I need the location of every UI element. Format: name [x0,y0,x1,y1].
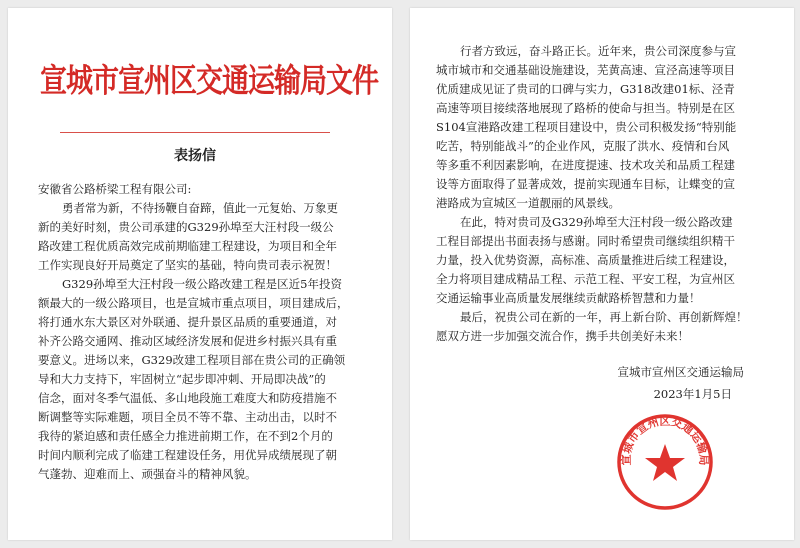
paragraph-line: 工程目部提出书面表扬与感谢。同时希望贵司继续组织精干 [436,234,735,248]
paragraph-line: 全力将项目建成精品工程、示范工程、平安工程，为宣州区 [436,272,735,286]
paragraph-line: 优质建成见证了贵司的口碑与实力，G318改建01标、泾青 [436,82,735,96]
paragraph-line: 我待的紧迫感和责任感全力推进前期工作，在不到2个月的 [38,429,333,443]
paragraph-line: 力量，投入优势资源，高标准、高质量推进后续工程建设， [436,253,735,267]
paragraph-line: S104宣港路改建工程项目建设中，贵公司积极发扬“特别能 [436,120,737,134]
paragraph-line: 时间内顺利完成了临建工程建设任务，用优异成绩展现了朝 [38,448,337,462]
paragraph-line: 新的美好时刻，贵公司承建的G329孙埠至大汪村段一级公 [38,220,334,234]
paragraph-line: 在此，特对贵司及G329孙埠至大汪村段一级公路改建 [460,215,733,229]
paragraph-line: 气蓬勃、迎难而上、顽强奋斗的精神风貌。 [38,467,257,481]
paragraph-line: 信念，面对冬季气温低、多山地段施工难度大和防疫措施不 [38,391,337,405]
paragraph-line: G329孙埠至大汪村段一级公路改建工程是区近5年投资 [62,277,342,291]
paragraph-line: 设等方面取得了显著成效，提前实现通车目标，让蝶变的宣 [436,177,735,191]
paragraph-line: 吃苦，特别能战斗”的企业作风，克服了洪水、疫情和台风 [436,139,730,153]
header-divider [60,132,330,133]
svg-text:宣城市宣州区交通运输局: 宣城市宣州区交通运输局 [619,414,711,466]
paragraph-line: 补齐公路交通网、推动区域经济发展和促进乡村振兴具有重 [38,334,337,348]
paragraph-line: 等多重不利因素影响，在进度提速、技术攻关和品质工程建 [436,158,735,172]
official-seal [615,412,715,512]
paragraph-line: 要意义。进场以来，G329改建工程项目部在贵公司的正确领 [38,353,346,367]
signature-organization: 宣城市宣州区交通运输局 [617,365,744,379]
salutation: 安徽省公路桥梁工程有限公司: [38,182,192,196]
letter-body-page-1 [38,180,368,484]
letter-page-2 [410,8,794,540]
paragraph-line: 工作实现良好开局奠定了坚实的基础，特向贵司表示祝贺！ [38,258,337,272]
letter-body-page-2 [436,42,766,346]
document-title: 表扬信 [174,148,216,164]
document-header: 宣城市宣州区交通运输局文件 [40,62,378,100]
letter-page-1 [8,8,392,540]
paragraph-line: 路改建工程优质高效完成前期临建工程建设，为项目和全年 [38,239,337,253]
paragraph-line: 断调整等实际难题，项目全员不等不靠、主动出击，以时不 [38,410,337,424]
paragraph-line: 行者方致远，奋斗路正长。近年来，贵公司深度参与宣 [460,44,736,58]
paragraph-line: 导和大力支持下，牢固树立“起步即冲刺、开局即决战”的 [38,372,326,386]
paragraph-line: 愿双方进一步加强交流合作，携手共创美好未来！ [436,329,689,343]
paragraph-line: 交通运输事业高质量发展继续贡献路桥智慧和力量！ [436,291,701,305]
paragraph-line: 勇者常为新，不待扬鞭自奋蹄，值此一元复始、万象更 [62,201,338,215]
paragraph-line: 城市城市和交通基础设施建设，芜黄高速、宣泾高速等项目 [436,63,735,77]
paragraph-line: 最后，祝贵公司在新的一年，再上新台阶、再创新辉煌！ [460,310,748,324]
paragraph-line: 将打通水东大景区对外联通、提升景区品质的重要通道，对 [38,315,337,329]
paragraph-line: 港路成为宣城区一道靓丽的风景线。 [436,196,620,210]
signature-date: 2023年1月5日 [653,387,732,401]
paragraph-line: 额最大的一级公路项目，也是宣城市重点项目，项目建成后， [38,296,349,310]
paragraph-line: 高速等项目接续落地展现了路桥的使命与担当。特别是在区 [436,101,735,115]
